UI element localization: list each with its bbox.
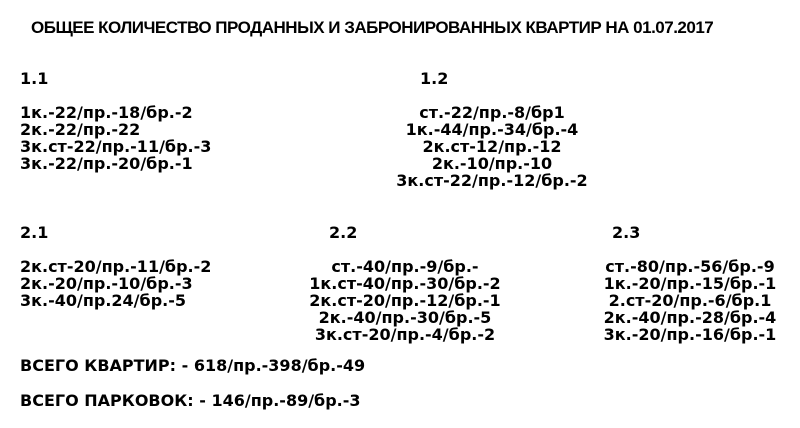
- section-2-3: [590, 224, 790, 343]
- stat-line: 2к.-40/пр.-30/бр.-5: [318, 308, 492, 327]
- stat-line: 1к.-20/пр.-15/бр.-1: [603, 274, 777, 293]
- stat-line: 2к.-20/пр.-10/бр.-3: [20, 274, 193, 293]
- page-title: ОБЩЕЕ КОЛИЧЕСТВО ПРОДАННЫХ И ЗАБРОНИРОВАННЫХ КВАРТИР НА 01.07.2017: [31, 18, 714, 37]
- stat-line: 2.ст-20/пр.-6/бр.1: [608, 291, 772, 310]
- section-2-2-lines: [305, 258, 505, 343]
- stat-line: 3к.-40/пр.24/бр.-5: [20, 291, 186, 310]
- section-2-3-header: 2.3: [612, 223, 641, 242]
- section-1-2-header: 1.2: [420, 69, 449, 88]
- stat-line: 2к.ст-20/пр.-11/бр.-2: [20, 257, 212, 276]
- stat-line: 3к.-20/пр.-16/бр.-1: [603, 325, 777, 344]
- section-1-1-lines: [20, 104, 211, 172]
- stat-line: 1к.ст-40/пр.-30/бр.-2: [309, 274, 501, 293]
- stat-line: 3к.ст-22/пр.-12/бр.-2: [396, 171, 588, 190]
- stat-line: 2к.-40/пр.-28/бр.-4: [603, 308, 777, 327]
- section-2-2-header: 2.2: [329, 223, 358, 242]
- stat-line: 3к.ст-22/пр.-11/бр.-3: [20, 137, 212, 156]
- stat-line: ст.-40/пр.-9/бр.-: [331, 257, 479, 276]
- section-2-1: [20, 224, 211, 309]
- section-1-2-lines: [392, 104, 592, 189]
- stat-line: ст.-80/пр.-56/бр.-9: [605, 257, 775, 276]
- section-2-2: [305, 224, 505, 343]
- section-2-3-lines: [590, 258, 790, 343]
- stat-line: 2к.-22/пр.-22: [20, 120, 141, 139]
- total-apartments: ВСЕГО КВАРТИР: - 618/пр.-398/бр.-49: [20, 356, 366, 375]
- section-2-1-header: 2.1: [20, 223, 49, 242]
- section-1-1-header: 1.1: [20, 69, 49, 88]
- stat-line: 3к.ст-20/пр.-4/бр.-2: [314, 325, 496, 344]
- section-2-1-lines: [20, 258, 211, 309]
- stat-line: 3к.-22/пр.-20/бр.-1: [20, 154, 193, 173]
- total-parkings: ВСЕГО ПАРКОВОК: - 146/пр.-89/бр.-3: [20, 391, 361, 410]
- stat-line: 1к.-44/пр.-34/бр.-4: [405, 120, 579, 139]
- stat-line: ст.-22/пр.-8/бр1: [419, 103, 565, 122]
- stat-line: 2к.-10/пр.-10: [431, 154, 553, 173]
- stat-line: 2к.ст-12/пр.-12: [422, 137, 562, 156]
- stat-line: 2к.ст-20/пр.-12/бр.-1: [309, 291, 501, 310]
- stat-line: 1к.-22/пр.-18/бр.-2: [20, 103, 193, 122]
- section-1-1: [20, 70, 211, 172]
- section-1-2: [392, 70, 592, 189]
